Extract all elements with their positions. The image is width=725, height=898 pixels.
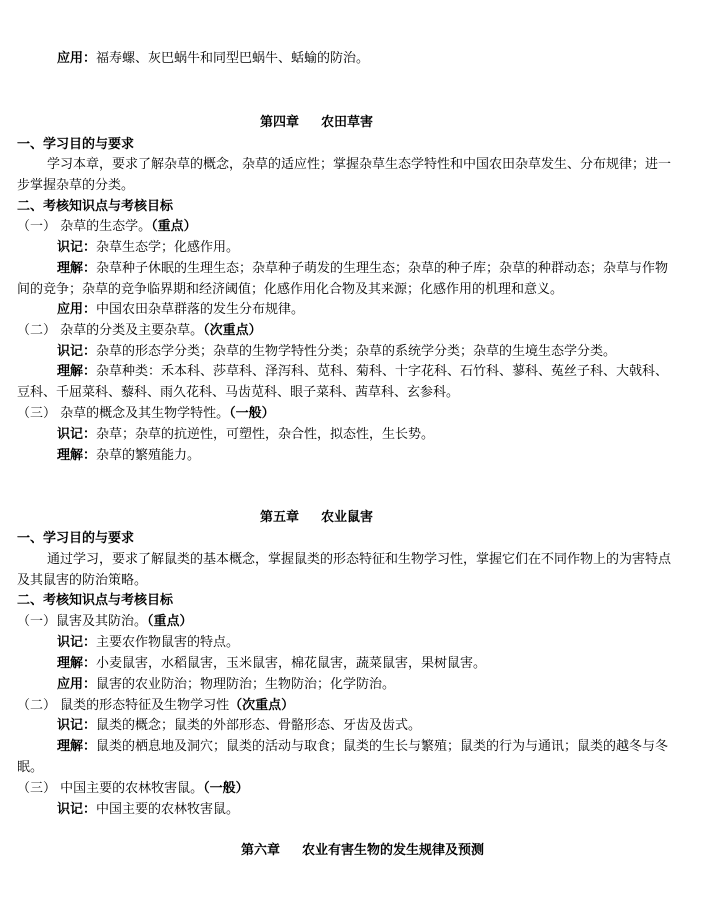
chapter-4-heading: 第四章 农田草害	[260, 115, 374, 130]
ch5-point-1: （一）鼠害及其防治。（重点）	[17, 614, 193, 629]
ch4-point-2-memorize: 识记：杂草的形态学分类；杂草的生物学特性分类；杂草的系统学分类；杂草的生境生态学分类。	[57, 344, 617, 359]
ch5-point-2-understand: 理解：鼠类的栖息地及洞穴；鼠类的活动与取食；鼠类的生长与繁殖；鼠类的行为与通讯；鼠类的越冬与冬	[57, 739, 669, 754]
ch4-point-3: （三） 杂草的概念及其生物学特性。（一般）	[17, 406, 275, 421]
ch4-point-1-apply: 应用：中国农田杂草群落的发生分布规律。	[57, 302, 305, 317]
ch5-paragraph-line-2: 及其鼠害的防治策略。	[17, 573, 148, 588]
ch4-paragraph-line-2: 步掌握杂草的分类。	[17, 178, 135, 193]
ch4-point-1-understand-cont: 间的竞争；杂草的竞争临界期和经济阈值；化感作用化合物及其来源；化感作用的机理和意义。	[17, 282, 564, 297]
ch4-point-2-understand-cont: 豆科、千屈菜科、藜科、雨久花科、马齿苋科、眼子菜科、茜草科、玄参科。	[17, 385, 460, 400]
ch5-point-3-memorize: 识记：中国主要的农林牧害鼠。	[57, 802, 240, 817]
ch4-point-1-memorize: 识记：杂草生态学；化感作用。	[57, 240, 240, 255]
chapter-6-heading: 第六章 农业有害生物的发生规律及预测	[241, 843, 485, 858]
ch5-point-2-understand-cont: 眠。	[17, 760, 44, 775]
ch4-section-1-heading: 一、学习目的与要求	[17, 137, 135, 152]
ch4-section-2-heading: 二、考核知识点与考核目标	[17, 199, 174, 214]
ch4-point-1: （一） 杂草的生态学。（重点）	[17, 219, 197, 234]
chapter-5-heading: 第五章 农业鼠害	[260, 510, 374, 525]
ch5-section-2-heading: 二、考核知识点与考核目标	[17, 593, 174, 608]
ch5-point-3: （三） 中国主要的农林牧害鼠。（一般）	[17, 781, 249, 796]
ch4-point-3-understand: 理解：杂草的繁殖能力。	[57, 448, 201, 463]
ch4-point-2: （二） 杂草的分类及主要杂草。（次重点）	[17, 323, 262, 338]
ch5-point-1-memorize: 识记：主要农作物鼠害的特点。	[57, 635, 240, 650]
top-apply-line: 应用：福寿螺、灰巴蜗牛和同型巴蜗牛、蛞蝓的防治。	[57, 51, 370, 66]
ch4-point-2-understand: 理解：杂草种类：禾本科、莎草科、泽泻科、苋科、菊科、十字花科、石竹科、蓼科、菟丝子科、大戟科、	[57, 364, 669, 379]
ch5-point-2-memorize: 识记：鼠类的概念；鼠类的外部形态、骨骼形态、牙齿及齿式。	[57, 718, 422, 733]
ch4-point-1-understand: 理解：杂草种子休眠的生理生态；杂草种子萌发的生理生态；杂草的种子库；杂草的种群动态；杂草与作物	[57, 261, 669, 276]
ch4-point-3-memorize: 识记：杂草；杂草的抗逆性，可塑性，杂合性，拟态性，生长势。	[57, 427, 435, 442]
ch4-paragraph-line-1: 学习本章，要求了解杂草的概念，杂草的适应性；掌握杂草生态学特性和中国农田杂草发生、分布规律；进一	[47, 157, 672, 172]
ch5-point-1-understand: 理解：小麦鼠害，水稻鼠害，玉米鼠害，棉花鼠害，蔬菜鼠害，果树鼠害。	[57, 656, 487, 671]
ch5-paragraph-line-1: 通过学习，要求了解鼠类的基本概念，掌握鼠类的形态特征和生物学习性，掌握它们在不同作物上的为害特点	[47, 552, 672, 567]
ch5-point-1-apply: 应用：鼠害的农业防治；物理防治；生物防治；化学防治。	[57, 677, 396, 692]
ch5-point-2: （二） 鼠类的形态特征及生物学习性（次重点）	[17, 698, 295, 713]
ch5-section-1-heading: 一、学习目的与要求	[17, 531, 135, 546]
